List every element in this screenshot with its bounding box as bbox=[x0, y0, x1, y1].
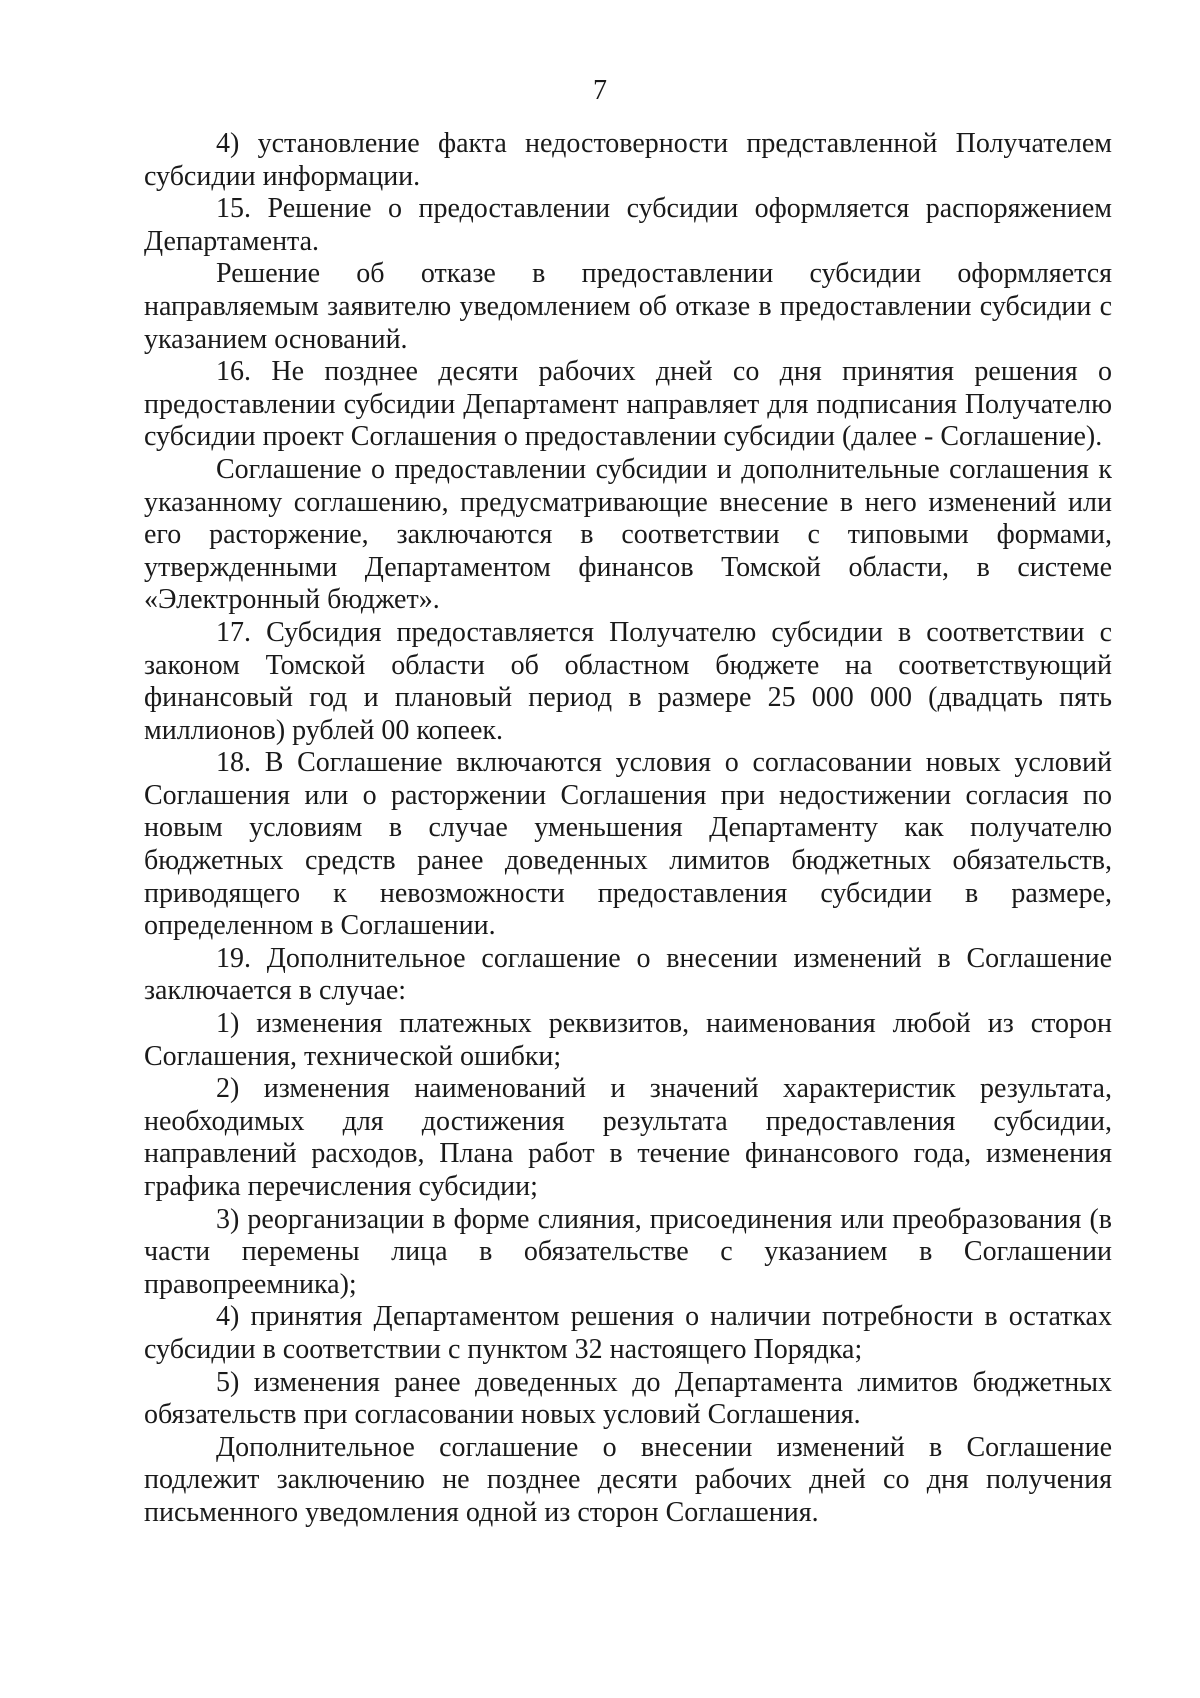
paragraph-19-case-2: 2) изменения наименований и значений характеристик результата, необходимых для достижения результата предоставления субсидии, направлений расходов, Плана работ в течение финансового года, изменения графика перечисления субсидии; bbox=[144, 1073, 1112, 1202]
document-body bbox=[144, 128, 1112, 1530]
paragraph-19-additional-agreement: 19. Дополнительное соглашение о внесении изменений в Соглашение заключается в случае: bbox=[144, 942, 1112, 1007]
paragraph-15-decision: 15. Решение о предоставлении субсидии оформляется распоряжением Департамента. bbox=[144, 193, 1112, 257]
paragraph-item-4-unreliable-info: 4) установление факта недостоверности представленной Получателем субсидии информации. bbox=[144, 128, 1112, 192]
paragraph-19-case-4: 4) принятия Департаментом решения о наличии потребности в остатках субсидии в соответствии с пунктом 32 настоящего Порядка; bbox=[144, 1301, 1112, 1365]
paragraph-17-subsidy-amount: 17. Субсидия предоставляется Получателю субсидии в соответствии с законом Томской области об областном бюджете на соответствующий финансовый год и плановый период в размере 25 000 000 (двадцать пять миллионов) рублей 00 копеек. bbox=[144, 616, 1112, 746]
page-number: 7 bbox=[593, 75, 607, 106]
paragraph-refusal-decision: Решение об отказе в предоставлении субсидии оформляется направляемым заявителю уведомлением об отказе в предоставлении субсидии с указанием оснований. bbox=[144, 258, 1112, 355]
paragraph-agreement-forms: Соглашение о предоставлении субсидии и дополнительные соглашения к указанному соглашению, предусматривающие внесение в него изменений или его расторжение, заключаются в соответствии с типовыми формами, утвержденными Департаментом финансов Томской области, в системе «Электронный бюджет». bbox=[144, 453, 1112, 616]
paragraph-19-case-5: 5) изменения ранее доведенных до Департамента лимитов бюджетных обязательств при согласовании новых условий Соглашения. bbox=[144, 1366, 1112, 1431]
paragraph-additional-agreement-deadline: Дополнительное соглашение о внесении изменений в Соглашение подлежит заключению не позднее десяти рабочих дней со дня получения письменного уведомления одной из сторон Соглашения. bbox=[144, 1431, 1112, 1528]
paragraph-19-case-3: 3) реорганизации в форме слияния, присоединения или преобразования (в части перемены лица в обязательстве с указанием в Соглашении правопреемника); bbox=[144, 1203, 1112, 1300]
paragraph-16-draft-agreement: 16. Не позднее десяти рабочих дней со дня принятия решения о предоставлении субсидии Департамент направляет для подписания Получателю субсидии проект Соглашения о предоставлении субсидии (далее - Соглашение). bbox=[144, 356, 1112, 453]
paragraph-18-agreement-conditions: 18. В Соглашение включаются условия о согласовании новых условий Соглашения или о расторжении Соглашения при недостижении согласия по новым условиям в случае уменьшения Департаменту как получателю бюджетных средств ранее доведенных лимитов бюджетных обязательств, приводящего к невозможности предоставления субсидии в размере, определенном в Соглашении. bbox=[144, 747, 1112, 942]
paragraph-19-case-1: 1) изменения платежных реквизитов, наименования любой из сторон Соглашения, технической ошибки; bbox=[144, 1008, 1112, 1072]
